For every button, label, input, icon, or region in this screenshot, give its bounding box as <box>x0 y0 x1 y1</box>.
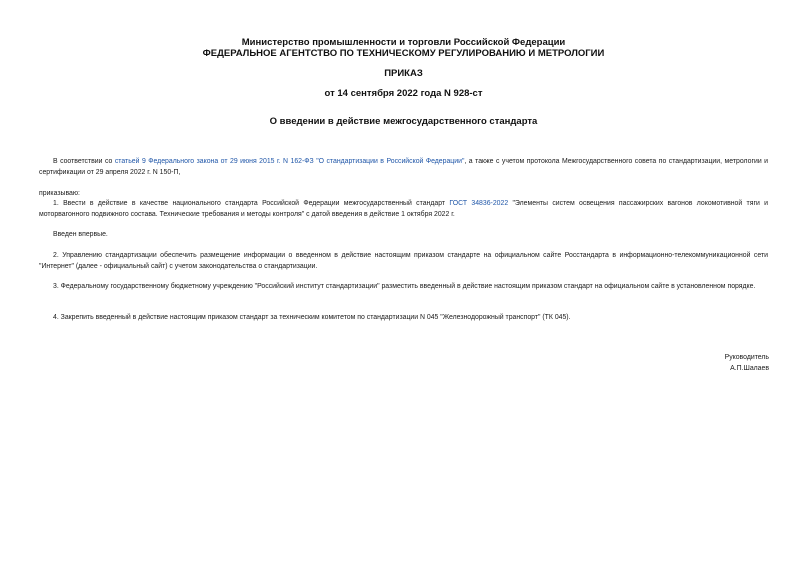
federal-law-link[interactable]: статьей 9 Федерального закона от 29 июня 2015 г. N 162-ФЗ "О стандартизации в Российской Федерации" <box>114 158 465 165</box>
agency-name: ФЕДЕРАЛЬНОЕ АГЕНТСТВО ПО ТЕХНИЧЕСКОМУ РЕГУЛИРОВАНИЮ И МЕТРОЛОГИИ <box>202 48 605 59</box>
item-1-text-start: 1. Ввести в действие в качестве национального стандарта Российской Федерации межгосударственный стандарт <box>53 200 450 207</box>
paragraph-item-2: 2. Управлению стандартизации обеспечить размещение информации о введенном в действие настоящим приказом стандарте на официальном сайте Росстандарта в информационно-телекоммуникационной сети "Интернет" (далее - официальный сайт) с учетом законодательства о стандартизации. <box>39 252 768 270</box>
preamble-text-end: , а также с учетом протокола Межгосударственного совета по стандартизации, метрологии и сертификации от 29 апреля 2022 г. N 150-П, <box>39 158 769 176</box>
signatory-position: Руководитель <box>724 354 769 361</box>
document-type: ПРИКАЗ <box>384 68 423 79</box>
item-1-text-end: "Элементы систем освещения пассажирских вагонов локомотивной тяги и моторвагонного подвижного состава. Технические требования и методы контроля" с датой введения в действие 1 октября 2022 г. <box>39 200 768 218</box>
paragraph-order: приказываю: <box>39 190 80 197</box>
signature-block <box>725 352 769 374</box>
paragraph-preamble <box>39 156 768 178</box>
paragraph-item-4: 4. Закрепить введенный в действие настоящим приказом стандарт за техническим комитетом по стандартизации N 045 "Железнодорожный транспорт" (ТК 045). <box>53 314 571 321</box>
paragraph-item-3: 3. Федеральному государственному бюджетному учреждению "Российский институт стандартизации" разместить введенный в действие настоящим приказом стандарт на официальном сайте в установленном порядке. <box>53 283 756 290</box>
signatory-name: А.П.Шалаев <box>730 365 769 372</box>
document-date-number: от 14 сентября 2022 года N 928-ст <box>324 88 483 99</box>
document-title: О введении в действие межгосударственного стандарта <box>269 116 538 127</box>
gost-standard-link[interactable]: ГОСТ 34836-2022 <box>449 200 509 207</box>
ministry-name: Министерство промышленности и торговли Российской Федерации <box>241 37 566 48</box>
paragraph-item-1 <box>39 198 768 220</box>
paragraph-introduced-first: Введен впервые. <box>53 231 108 238</box>
preamble-text-start: В соответствии со <box>53 158 115 165</box>
